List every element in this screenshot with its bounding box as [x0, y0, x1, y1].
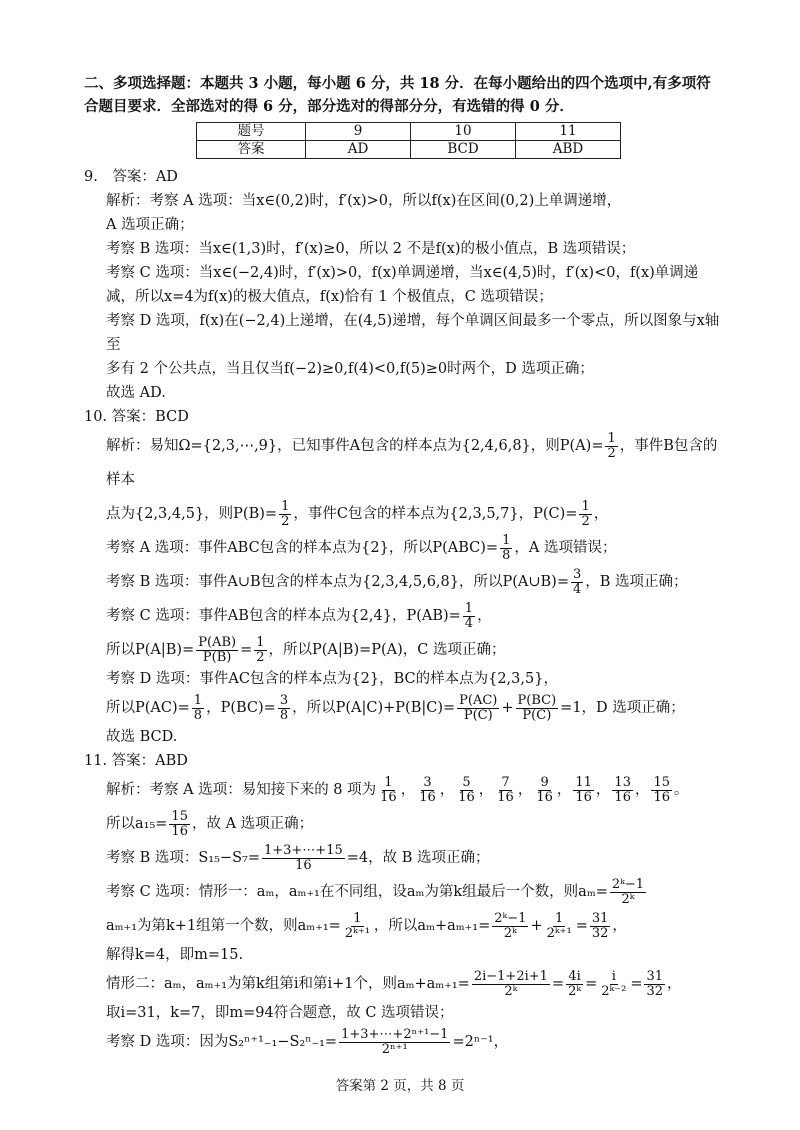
fraction — [339, 1028, 450, 1056]
numerator: 2ᵏ−1 — [494, 910, 527, 926]
numerator: 1 — [581, 498, 590, 514]
fraction — [262, 844, 345, 872]
q10-heading: 10. 答案：BCD — [84, 409, 189, 425]
numerator: 9 — [540, 774, 549, 790]
fraction — [457, 694, 499, 722]
table-cell: 题号 — [197, 123, 306, 141]
text: =4，故 B 选项正确； — [346, 850, 490, 866]
q10-line — [84, 531, 724, 565]
q9-line: 解析：考察 A 选项：当x∈(0,2)时，f′(x)>0，所以f(x)在区间(0,2)上单调递增， — [106, 193, 622, 209]
answer-table — [196, 122, 621, 159]
table-cell: BCD — [411, 141, 516, 159]
fraction — [610, 878, 646, 906]
numerator: 2ᵏ−1 — [611, 876, 645, 892]
text: ，故 A 选项正确； — [191, 816, 314, 832]
text: ，所以aₘ+aₘ₊₁= — [373, 918, 491, 934]
text: ，所以P(A|C)+P(B|C)= — [292, 700, 456, 716]
fraction — [378, 776, 399, 804]
fraction-sequence — [376, 774, 689, 805]
fraction — [472, 970, 550, 998]
text: ， — [593, 506, 609, 522]
denominator: 4 — [464, 615, 474, 631]
denominator: 4 — [573, 581, 582, 597]
fraction — [651, 776, 672, 804]
q10-line — [84, 429, 724, 497]
numerator: 3 — [423, 774, 432, 790]
text: = — [551, 976, 565, 992]
q10-line — [84, 565, 724, 599]
separator: ， — [517, 782, 533, 798]
denominator: 16 — [536, 789, 553, 805]
text: ，所以P(A|B)=P(A)，C 选项正确； — [268, 642, 506, 658]
numerator: 15 — [171, 808, 188, 824]
text: 所以P(A|B)= — [106, 642, 195, 658]
numerator: 1 — [384, 774, 393, 790]
q11-line — [84, 807, 724, 841]
denominator: 2 — [581, 513, 590, 529]
denominator: 2ᵏ⁺¹ — [344, 925, 370, 941]
fraction — [278, 694, 290, 722]
fraction — [196, 636, 238, 664]
numerator: P(AC) — [459, 692, 498, 708]
denominator: 8 — [279, 707, 289, 723]
fraction — [579, 500, 591, 528]
q10-line — [84, 497, 724, 531]
fraction — [456, 776, 477, 804]
fraction — [254, 636, 266, 664]
fraction — [343, 912, 372, 940]
numerator: 1 — [353, 910, 362, 926]
fraction — [516, 694, 559, 722]
denominator: 8 — [502, 547, 511, 563]
denominator: 2ᵏ — [504, 983, 518, 999]
text: aₘ₊₁为第k+1组第一个数，则aₘ₊₁= — [106, 918, 341, 934]
text: 考察 C 选项：情形一：aₘ，aₘ₊₁在不同组，设aₘ为第k组最后一个数，则aₘ= — [106, 884, 608, 900]
text: 考察 B 选项：事件A∪B包含的样本点为{2,3,4,5,6,8}，所以P(A∪B)= — [106, 574, 569, 590]
text: = — [240, 642, 253, 658]
numerator: P(BC) — [517, 692, 557, 708]
table-cell: 9 — [306, 123, 411, 141]
text: = — [585, 976, 598, 992]
denominator: 2 — [256, 649, 265, 665]
text: 考察 D 选项：因为S₂ⁿ⁺¹₋₁−S₂ⁿ₋₁= — [106, 1034, 338, 1050]
denominator: 16 — [497, 789, 514, 805]
table-cell: 11 — [516, 123, 621, 141]
text: 考察 B 选项：S₁₅−S₇= — [106, 850, 260, 866]
table-cell: AD — [306, 141, 411, 159]
denominator: 2ᵏ — [503, 925, 517, 941]
fraction — [590, 912, 611, 940]
numerator: 1 — [607, 430, 616, 446]
q11-line — [84, 875, 724, 909]
separator: ， — [478, 782, 494, 798]
numerator: 3 — [279, 692, 289, 708]
q9-line: 故选 AD. — [106, 385, 166, 401]
denominator: 16 — [653, 789, 671, 805]
denominator: 32 — [591, 925, 609, 941]
numerator: 1 — [281, 498, 290, 514]
text: 点为{2,3,4,5}，则P(B)= — [106, 506, 278, 522]
fraction — [571, 568, 583, 596]
text: 考察 C 选项：事件AB包含的样本点为{2,4}，P(AB)= — [106, 608, 461, 624]
fraction — [573, 776, 594, 804]
denominator: P(C) — [522, 707, 552, 723]
denominator: P(C) — [463, 707, 493, 723]
text: =2ⁿ⁻¹， — [452, 1034, 509, 1050]
denominator: 2ᵏ⁺¹ — [546, 925, 572, 941]
page-footer: 答案第 2 页，共 8 页 — [335, 1078, 465, 1094]
numerator: 1 — [555, 910, 564, 926]
denominator: 16 — [295, 857, 312, 873]
separator: 。 — [674, 782, 689, 798]
text: = — [575, 918, 588, 934]
text: + — [530, 918, 543, 934]
q10-line: 故选 BCD. — [106, 729, 178, 745]
q11-line — [84, 909, 724, 943]
denominator: 16 — [380, 789, 397, 805]
fraction — [500, 534, 512, 562]
denominator: P(B) — [202, 649, 232, 665]
text: ， — [667, 976, 682, 992]
question-11 — [84, 749, 724, 1059]
numerator: 2i−1+2i+1 — [473, 968, 548, 984]
text: 所以a₁₅= — [106, 816, 168, 832]
text: 考察 A 选项：事件ABC包含的样本点为{2}，所以P(ABC)= — [106, 540, 499, 556]
q11-line — [84, 841, 724, 875]
text: ，A 选项错误； — [514, 540, 617, 556]
q9-line: 减，所以x=4为f(x)的极大值点，f(x)恰有 1 个极值点，C 选项错误； — [106, 289, 553, 305]
numerator: 3 — [573, 566, 582, 582]
fraction — [463, 602, 475, 630]
q9-line: 考察 B 选项：当x∈(1,3)时，f′(x)≥0，所以 2 不是f(x)的极小值点，B 选项错误； — [106, 241, 636, 257]
numerator: 1 — [464, 600, 474, 616]
table-cell: ABD — [516, 141, 621, 159]
q9-line: 考察 C 选项：当x∈(−2,4)时，f′(x)>0，f(x)单调递增，当x∈(4,5)时，f′(x)<0，f(x)单调递 — [106, 265, 699, 281]
denominator: 16 — [458, 789, 475, 805]
denominator: 2ᵏ — [621, 891, 635, 907]
numerator: 13 — [614, 774, 631, 790]
denominator: 2ᵏ⁻² — [601, 983, 627, 999]
q9-heading: 9. 答案：AD — [84, 169, 178, 185]
text: 解析：考察 A 选项：易知接下来的 8 项为 — [106, 782, 377, 798]
denominator: 16 — [575, 789, 592, 805]
numerator: 1+3+⋯+15 — [263, 842, 343, 858]
fraction — [644, 970, 665, 998]
denominator: 16 — [171, 823, 188, 839]
denominator: 8 — [193, 707, 203, 723]
numerator: 15 — [653, 774, 671, 790]
table-row — [197, 141, 621, 159]
fraction — [605, 432, 617, 460]
separator: ， — [595, 782, 611, 798]
table-cell: 10 — [411, 123, 516, 141]
numerator: 1 — [256, 634, 265, 650]
separator: ， — [439, 782, 455, 798]
numerator: 31 — [646, 968, 664, 984]
numerator: 5 — [462, 774, 471, 790]
fraction — [612, 776, 633, 804]
denominator: 16 — [614, 789, 631, 805]
numerator: 7 — [501, 774, 510, 790]
numerator: 1 — [193, 692, 203, 708]
denominator: 2ᵏ — [568, 983, 582, 999]
q11-line: 解得k=4，即m=15. — [106, 947, 244, 963]
numerator: P(AB) — [198, 634, 237, 650]
fraction — [279, 500, 291, 528]
q10-line — [84, 633, 724, 667]
fraction — [417, 776, 438, 804]
separator: ， — [400, 782, 416, 798]
fraction — [192, 694, 204, 722]
text: ，事件C包含的样本点为{2,3,5,7}，P(C)= — [293, 506, 578, 522]
text: ，B 选项正确； — [585, 574, 688, 590]
q11-line — [84, 773, 724, 807]
fraction — [566, 970, 583, 998]
fraction — [534, 776, 555, 804]
text: ，P(BC)= — [206, 700, 276, 716]
text: ， — [612, 918, 627, 934]
numerator: 4i — [568, 968, 581, 984]
q9-line: A 选项正确； — [106, 217, 194, 233]
table-row — [197, 123, 621, 141]
question-10 — [84, 405, 724, 749]
text: ，事件B包含的样本 — [106, 438, 718, 488]
q11-line — [84, 967, 724, 1001]
text: 情形二：aₘ，aₘ₊₁为第k组第i和第i+1个，则aₘ+aₘ₊₁= — [106, 976, 470, 992]
q9-line: 考察 D 选项，f(x)在(−2,4)上递增，在(4,5)递增，每个单调区间最多一个零点，所以图象与x轴至 — [106, 313, 720, 353]
numerator: 11 — [575, 774, 592, 790]
table-cell: 答案 — [197, 141, 306, 159]
q9-line: 多有 2 个公共点，当且仅当f(−2)≥0,f(4)<0,f(5)≥0时两个，D 选项正确； — [106, 361, 594, 377]
text: = — [630, 976, 643, 992]
text: =1，D 选项正确； — [560, 700, 685, 716]
question-9 — [84, 165, 724, 405]
q10-line — [84, 691, 724, 725]
q11-heading: 11. 答案：ABD — [84, 753, 188, 769]
denominator: 32 — [646, 983, 664, 999]
section-intro: 二、多项选择题：本题共 3 小题，每小题 6 分，共 18 分．在每小题给出的四个选项中,有多项符合题目要求．全部选对的得 6 分，部分选对的得部分分，有选错的得 0 分． — [84, 75, 711, 115]
denominator: 2ⁿ⁺¹ — [381, 1041, 408, 1057]
separator: ， — [556, 782, 572, 798]
fraction — [492, 912, 528, 940]
text: 所以P(AC)= — [106, 700, 190, 716]
fraction — [599, 970, 628, 998]
text: 解析：易知Ω={2,3,⋯,9}，已知事件A包含的样本点为{2,4,6,8}，则P(A)= — [106, 438, 604, 454]
denominator: 2 — [607, 445, 616, 461]
numerator: 1 — [502, 532, 511, 548]
q11-line — [84, 1025, 724, 1059]
text: ， — [477, 608, 492, 624]
q10-line: 考察 D 选项：事件AC包含的样本点为{2}，BC的样本点为{2,3,5}， — [106, 671, 558, 687]
fraction — [169, 810, 190, 838]
denominator: 16 — [419, 789, 436, 805]
numerator: i — [611, 968, 616, 984]
q10-line — [84, 599, 724, 633]
fraction — [495, 776, 516, 804]
separator: ， — [634, 782, 650, 798]
q11-line: 取i=31，k=7，即m=94符合题意，故 C 选项错误； — [106, 1005, 454, 1021]
denominator: 2 — [281, 513, 290, 529]
numerator: 31 — [591, 910, 609, 926]
fraction — [545, 912, 574, 940]
numerator: 1+3+⋯+2ⁿ⁺¹−1 — [341, 1026, 449, 1042]
text: + — [501, 700, 514, 716]
